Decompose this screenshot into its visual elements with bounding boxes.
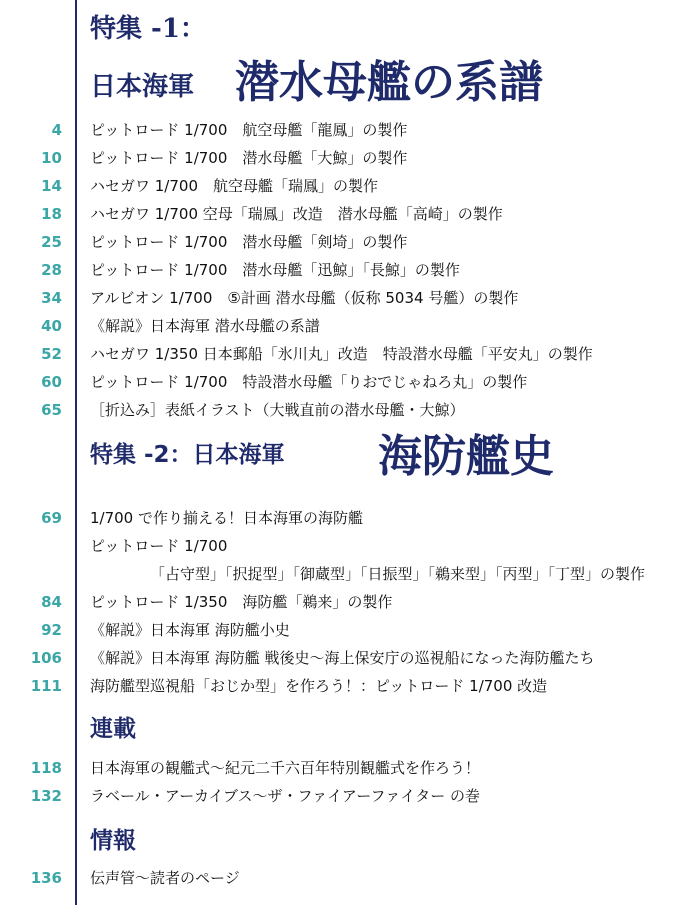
list-item bbox=[0, 562, 700, 586]
page-number: 18 bbox=[41, 205, 62, 223]
item-text: アルビオン 1/700 ⑤計画 潜水母艦（仮称 5034 号艦）の製作 bbox=[90, 289, 519, 307]
page-number: 65 bbox=[41, 401, 62, 419]
feature1-title: 潜水母艦の系譜 bbox=[235, 57, 543, 108]
item-text: ハセガワ 1/350 日本郵船「氷川丸」改造 特設潜水母艦「平安丸」の製作 bbox=[90, 345, 593, 363]
page-number: 92 bbox=[41, 621, 62, 639]
list-item bbox=[0, 756, 700, 780]
page-number: 40 bbox=[41, 317, 62, 335]
feature2-title: 海防艦史 bbox=[378, 431, 554, 482]
page-number: 4 bbox=[51, 121, 62, 139]
page-number: 28 bbox=[41, 261, 62, 279]
page-number: 10 bbox=[41, 149, 62, 167]
feature1-label: 特集 -1： bbox=[90, 14, 206, 44]
item-text: ラベール・アーカイブス〜ザ・ファイアーファイター の巻 bbox=[90, 787, 480, 805]
list-item bbox=[0, 534, 700, 558]
item-text: 1/700 で作り揃える！日本海軍の海防艦 bbox=[90, 509, 363, 527]
page-number: 69 bbox=[41, 509, 62, 527]
page-number: 106 bbox=[30, 649, 62, 667]
list-item bbox=[0, 506, 700, 530]
item-text: ピットロード 1/700 航空母艦「龍鳳」の製作 bbox=[90, 121, 408, 139]
item-text: ［折込み］表紙イラスト（大戦直前の潜水母艦・大鯨） bbox=[90, 401, 465, 419]
item-text: ピットロード 1/350 海防艦「鵜来」の製作 bbox=[90, 593, 393, 611]
list-item bbox=[0, 146, 700, 170]
list-item bbox=[0, 174, 700, 198]
item-text: ピットロード 1/700 bbox=[90, 537, 228, 555]
page-number: 14 bbox=[41, 177, 62, 195]
list-item bbox=[0, 398, 700, 422]
list-item bbox=[0, 258, 700, 282]
list-item bbox=[0, 202, 700, 226]
list-item bbox=[0, 118, 700, 142]
item-text: 《解説》日本海軍 海防艦小史 bbox=[90, 621, 290, 639]
list-item bbox=[0, 314, 700, 338]
page-number: 111 bbox=[30, 677, 62, 695]
page-number: 60 bbox=[41, 373, 62, 391]
list-item bbox=[0, 230, 700, 254]
item-text: ピットロード 1/700 潜水母艦「迅鯨」「長鯨」の製作 bbox=[90, 261, 460, 279]
page-number: 118 bbox=[30, 759, 62, 777]
item-text: 《解説》日本海軍 海防艦 戦後史〜海上保安庁の巡視船になった海防艦たち bbox=[90, 649, 595, 667]
page-number: 84 bbox=[41, 593, 62, 611]
list-item bbox=[0, 646, 700, 670]
item-text: 伝声管〜読者のページ bbox=[90, 869, 240, 887]
feature1-subtitle: 日本海軍 bbox=[90, 72, 195, 102]
serial-heading: 連載 bbox=[90, 716, 136, 742]
item-text: ハセガワ 1/700 空母「瑞鳳」改造 潜水母艦「高崎」の製作 bbox=[90, 205, 503, 223]
page-number: 52 bbox=[41, 345, 62, 363]
list-item bbox=[0, 590, 700, 614]
item-text: 海防艦型巡視船「おじか型」を作ろう！：ピットロード 1/700 改造 bbox=[90, 677, 548, 695]
list-item bbox=[0, 784, 700, 808]
page-number: 34 bbox=[41, 289, 62, 307]
page-number: 132 bbox=[30, 787, 62, 805]
info-heading: 情報 bbox=[90, 828, 136, 854]
list-item bbox=[0, 342, 700, 366]
list-item bbox=[0, 618, 700, 642]
item-text: 日本海軍の観艦式〜紀元二千六百年特別観艦式を作ろう！ bbox=[90, 759, 481, 777]
item-text: ピットロード 1/700 特設潜水母艦「りおでじゃねろ丸」の製作 bbox=[90, 373, 528, 391]
page-number: 25 bbox=[41, 233, 62, 251]
list-item bbox=[0, 674, 700, 698]
page-number: 136 bbox=[30, 869, 62, 887]
feature2-label: 特集 -2：日本海軍 bbox=[90, 442, 285, 468]
item-text: ピットロード 1/700 潜水母艦「剣埼」の製作 bbox=[90, 233, 408, 251]
item-text: ピットロード 1/700 潜水母艦「大鯨」の製作 bbox=[90, 149, 408, 167]
item-text: ハセガワ 1/700 航空母艦「瑞鳳」の製作 bbox=[90, 177, 378, 195]
list-item bbox=[0, 866, 700, 890]
item-text: 《解説》日本海軍 潜水母艦の系譜 bbox=[90, 317, 320, 335]
item-text: 「占守型」「択捉型」「御蔵型」「日振型」「鵜来型」「丙型」「丁型」の製作 bbox=[150, 565, 646, 583]
list-item bbox=[0, 286, 700, 310]
list-item bbox=[0, 370, 700, 394]
